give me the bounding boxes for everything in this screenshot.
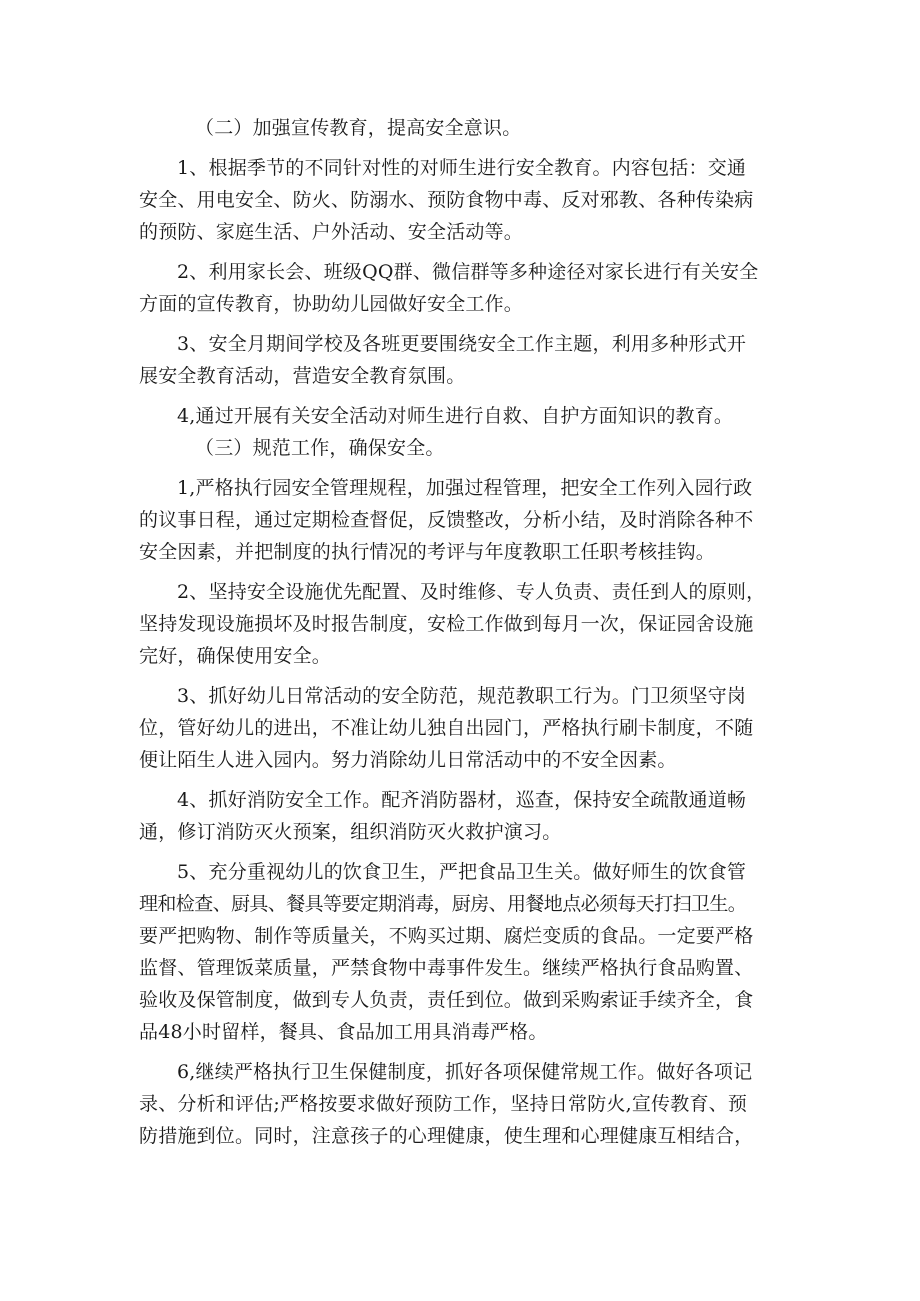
paragraph-line: 完好，确保使用安全。 (139, 645, 332, 667)
paragraph-line: 的议事日程，通过定期检查督促，反馈整改，分析小结，及时消除各种不 (139, 509, 754, 531)
paragraph-line: 坚持发现设施损坏及时报告制度，安检工作做到每月一次，保证园舍设施 (139, 613, 754, 635)
paragraph-line: 6,继续严格执行卫生保健制度，抓好各项保健常规工作。做好各项记 (177, 1061, 753, 1083)
paragraph-line: 3、安全月期间学校及各班更要围绕安全工作主题，利用多种形式开 (177, 333, 747, 355)
paragraph-line: 1、根据季节的不同针对性的对师生进行安全教育。内容包括：交通 (177, 157, 747, 179)
paragraph-line: 4、抓好消防安全工作。配齐消防器材，巡查，保持安全疏散通道畅 (177, 789, 747, 811)
paragraph-line: 要严把购物、制作等质量关，不购买过期、腐烂变质的食品。一定要严格 (139, 925, 754, 947)
section-heading-2: （二）加强宣传教育，提高安全意识。 (195, 117, 522, 139)
paragraph-line: 防措施到位。同时，注意孩子的心理健康，使生理和心理健康互相结合， (139, 1125, 754, 1147)
section-heading-3: （三）规范工作，确保安全。 (195, 437, 445, 459)
paragraph-line: 展安全教育活动，营造安全教育氛围。 (139, 365, 466, 387)
paragraph-line: 录、分析和评估;严格按要求做好预防工作，坚持日常防火,宣传教育、预 (139, 1093, 748, 1115)
paragraph-line: 3、抓好幼儿日常活动的安全防范，规范教职工行为。门卫须坚守岗 (177, 685, 747, 707)
paragraph-line: 4,通过开展有关安全活动对师生进行自救、自护方面知识的教育。 (177, 405, 734, 427)
paragraph-line: 通，修订消防灭火预案，组织消防灭火救护演习。 (139, 821, 562, 843)
document-body (139, 112, 787, 1152)
paragraph-line: 的预防、家庭生活、户外活动、安全活动等。 (139, 221, 524, 243)
paragraph-line: 监督、管理饭菜质量，严禁食物中毒事件发生。继续严格执行食品购置、 (139, 957, 754, 979)
paragraph-line: 1,严格执行园安全管理规程，加强过程管理，把安全工作列入园行政 (177, 477, 753, 499)
paragraph-line: 品48小时留样，餐具、食品加工用具消毒严格。 (139, 1021, 548, 1043)
paragraph-line: 安全因素，并把制度的执行情况的考评与年度教职工任职考核挂钩。 (139, 541, 716, 563)
paragraph-line: 5、充分重视幼儿的饮食卫生，严把食品卫生关。做好师生的饮食管 (177, 861, 747, 883)
paragraph-line: 2、坚持安全设施优先配置、及时维修、专人负责、责任到人的原则， (177, 581, 766, 603)
paragraph-line: 位，管好幼儿的进出，不准让幼儿独自出园门，严格执行刷卡制度，不随 (139, 717, 754, 739)
paragraph-line: 便让陌生人进入园内。努力消除幼儿日常活动中的不安全因素。 (139, 749, 677, 771)
paragraph-line: 方面的宣传教育，协助幼儿园做好安全工作。 (139, 293, 524, 315)
paragraph-line: 验收及保管制度，做到专人负责，责任到位。做到采购索证手续齐全，食 (139, 989, 754, 1011)
paragraph-line: 安全、用电安全、防火、防溺水、预防食物中毒、反对邪教、各种传染病 (139, 189, 754, 211)
paragraph-line: 理和检查、厨具、餐具等要定期消毒，厨房、用餐地点必须每天打扫卫生。 (139, 893, 747, 915)
paragraph-line: 2、利用家长会、班级QQ群、微信群等多种途径对家长进行有关安全 (177, 261, 759, 283)
